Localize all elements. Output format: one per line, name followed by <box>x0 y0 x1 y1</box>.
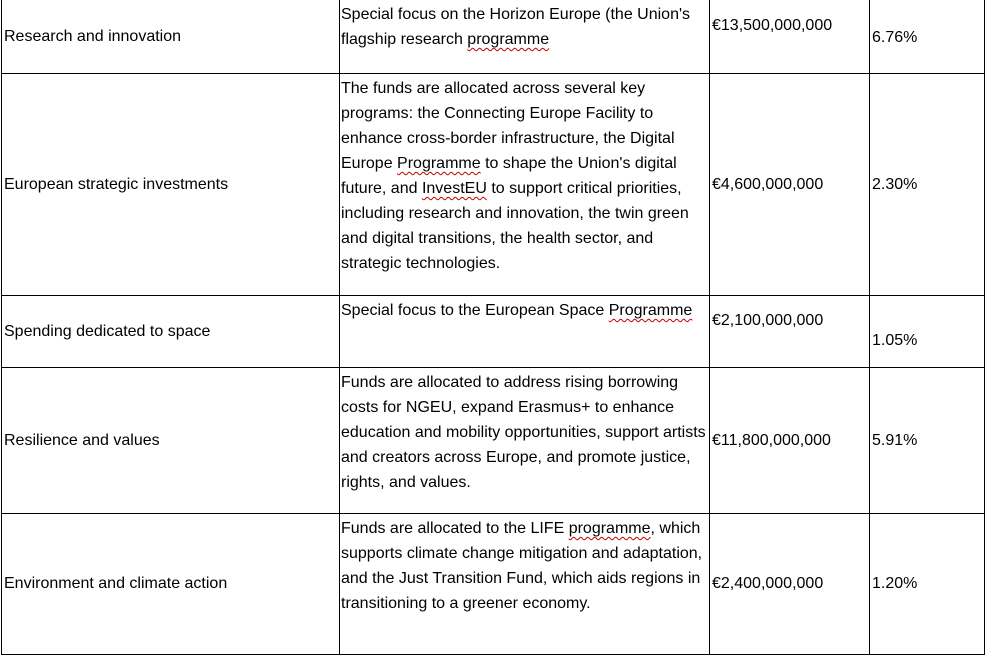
description-text: The funds are allocated across several key programs: the Connecting Europe Facility to enhance cross-border infrastructure, the Digital Europe <box>341 80 675 172</box>
description-cell <box>340 368 710 514</box>
description-text: to support critical priorities, including research and innovation, the twin green and digital transitions, the health sector, and strategic technologies. <box>341 180 689 272</box>
description-text: Special focus on the Horizon Europe (the Union's flagship research <box>341 6 691 48</box>
description-cell <box>340 296 710 368</box>
description-text: Special focus to the European Space <box>341 302 609 319</box>
percent-cell <box>870 74 985 296</box>
spellcheck-flagged-word: InvestEU <box>421 180 487 197</box>
table-row <box>2 368 985 514</box>
category-cell <box>2 514 340 655</box>
amount-text: €4,600,000,000 <box>712 175 824 193</box>
amount-cell <box>710 368 870 514</box>
description-text: , which supports climate change mitigation and adaptation, and the Just Transition Fund, which aids regions in transitioning to a greener economy. <box>341 520 703 612</box>
category-cell <box>2 296 340 368</box>
budget-table <box>1 0 985 655</box>
amount-text: €2,400,000,000 <box>712 575 824 592</box>
amount-text: €11,800,000,000 <box>712 431 831 449</box>
category-text: Resilience and values <box>4 431 160 449</box>
description-text: Funds are allocated to the LIFE <box>341 520 569 537</box>
amount-text: €13,500,000,000 <box>712 16 833 34</box>
spellcheck-flagged-word: Programme <box>608 302 693 319</box>
description-cell <box>340 0 710 74</box>
spellcheck-flagged-word: programme <box>568 520 651 537</box>
spellcheck-flagged-word: programme <box>467 31 550 48</box>
category-cell <box>2 0 340 74</box>
description-cell <box>340 514 710 655</box>
description-text: to shape the Union's digital future, and <box>341 155 677 197</box>
percent-cell <box>870 368 985 514</box>
amount-cell <box>710 74 870 296</box>
percent-cell <box>870 0 985 74</box>
description-cell <box>340 74 710 296</box>
percent-text: 1.20% <box>872 575 918 592</box>
budget-table-body <box>2 0 985 655</box>
percent-cell <box>870 296 985 368</box>
percent-text: 6.76% <box>872 28 918 46</box>
table-row <box>2 0 985 74</box>
table-row <box>2 514 985 655</box>
category-text: European strategic investments <box>4 175 229 193</box>
amount-cell <box>710 514 870 655</box>
percent-text: 5.91% <box>872 431 918 449</box>
category-cell <box>2 368 340 514</box>
category-cell <box>2 74 340 296</box>
percent-text: 1.05% <box>872 331 918 349</box>
percent-cell <box>870 514 985 655</box>
amount-cell <box>710 0 870 74</box>
table-row <box>2 74 985 296</box>
amount-text: €2,100,000,000 <box>712 311 824 329</box>
amount-cell <box>710 296 870 368</box>
category-text: Research and innovation <box>4 27 182 45</box>
spellcheck-flagged-word: Programme <box>397 155 481 172</box>
category-text: Environment and climate action <box>4 575 228 592</box>
table-row <box>2 296 985 368</box>
percent-text: 2.30% <box>872 175 918 193</box>
description-text: Funds are allocated to address rising borrowing costs for NGEU, expand Erasmus+ to enhance education and mobility opportunities, support artists and creators across Europe, and promote justice, rights, and values. <box>341 374 706 491</box>
category-text: Spending dedicated to space <box>4 322 211 340</box>
